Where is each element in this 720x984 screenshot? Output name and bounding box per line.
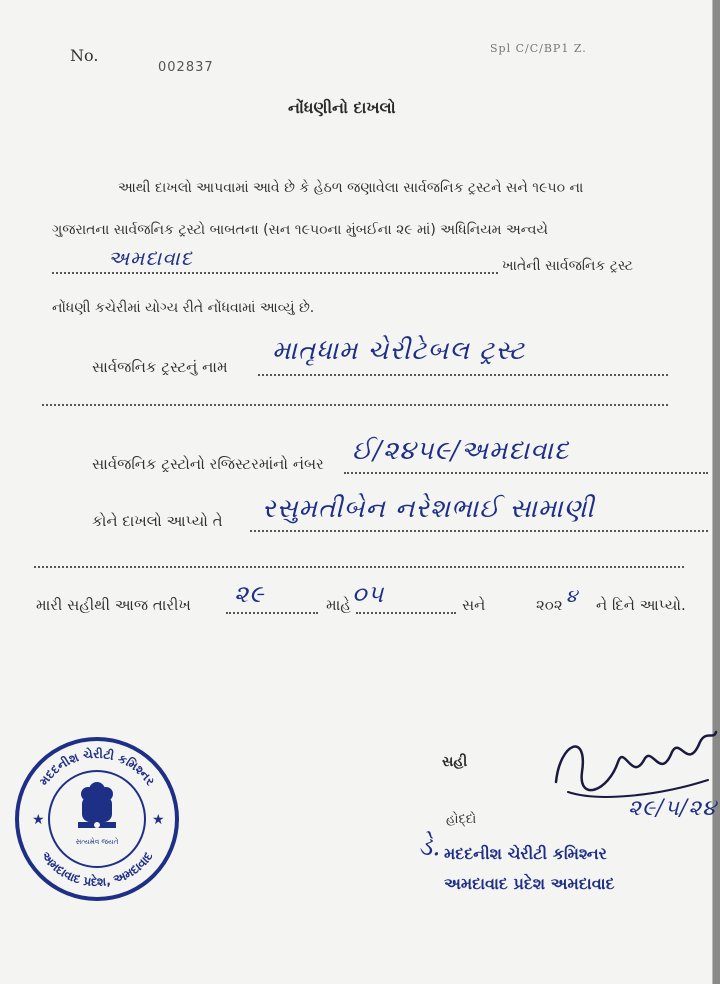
date-month-value: ૦૫ xyxy=(352,580,385,608)
region-stamp: અમદાવાદ પ્રદેશ અમદાવાદ xyxy=(444,874,615,893)
date-day-value: ૨૯ xyxy=(234,580,265,608)
emblem-icon xyxy=(78,782,116,828)
trust-name-dotted-line-2 xyxy=(42,404,668,406)
register-number-label: સાર્વજનિક ટ્રસ્ટોનો રજિસ્ટરમાંનો નંબર xyxy=(92,455,324,473)
paragraph-line-2: ગુજરાતના સાર્વજનિક ટ્રસ્ટો બાબતના (સન ૧૯૫૦ના મુંબઈના ૨૯ માં) અધિનિયમ અન્વયે xyxy=(52,222,548,238)
trust-name-dotted-line xyxy=(258,374,668,376)
form-code: Spl C/C/BP1 Z. xyxy=(490,42,587,55)
svg-text:અમદાવાદ પ્રદેશ, અમદાવાદ xyxy=(38,849,155,889)
date-year-printed: ૨૦૨ xyxy=(536,596,563,614)
date-month-dotted-line xyxy=(356,612,456,614)
seal-text-top: મદદનીશ ચેરીટી કમિશ્નર xyxy=(36,746,158,788)
document-title: નોંધણીનો દાખલો xyxy=(288,98,396,117)
seal-motto: સત્યમેવ જયતે xyxy=(75,838,119,846)
date-day-dotted-line xyxy=(226,612,318,614)
paragraph-line-3: ખાતેની સાર્વજનિક ટ્રસ્ટ xyxy=(502,258,633,274)
issued-to-dotted-line-2 xyxy=(34,566,684,568)
seal-text-bottom: અમદાવાદ પ્રદેશ, અમદાવાદ xyxy=(38,848,156,890)
trust-name-value: માતૃધામ ચેરીટેબલ ટ્રસ્ટ xyxy=(272,336,526,366)
register-dotted-line xyxy=(344,472,708,474)
issued-to-dotted-line xyxy=(250,530,708,532)
register-number-value: ઈ/૨૪૫૯/અમદાવાદ xyxy=(352,436,570,466)
signature-label: સહી xyxy=(442,754,468,770)
city-handwritten: અમદાવાદ xyxy=(108,246,193,270)
designation-stamp: મદદનીશ ચેરીટી કમિશ્નર xyxy=(444,844,607,863)
date-label: મારી સહીથી આજ તારીખ xyxy=(36,596,191,614)
month-label: માહે xyxy=(326,596,351,614)
trust-name-label: સાર્વજનિક ટ્રસ્ટનું નામ xyxy=(92,358,228,376)
signature-date: ૨૯/૫/૨૪ xyxy=(628,796,717,821)
paragraph-line-4: નોંધણી કચેરીમાં યોગ્ય રીતે નોંધવામાં આવ્યું છે. xyxy=(52,300,315,316)
paragraph-line-1: આથી દાખલો આપવામાં આવે છે કે હેઠળ જણાવેલા સાર્વજનિક ટ્રસ્ટને સને ૧૯૫૦ ના xyxy=(118,180,584,196)
designation-label: હોદ્દો xyxy=(446,812,477,827)
city-dotted-line xyxy=(52,272,498,274)
svg-text:★: ★ xyxy=(32,812,45,828)
serial-number: 002837 xyxy=(158,60,214,75)
serial-label: No. xyxy=(70,46,99,65)
issued-to-value: રસુમતીબેન નરેશભાઈ સામાણી xyxy=(262,494,595,524)
issued-to-label: કોને દાખલો આપ્યો તે xyxy=(92,512,223,530)
date-suffix: ને દિને આપ્યો. xyxy=(596,596,686,614)
designation-prefix: ડે. xyxy=(418,832,441,862)
svg-text:★: ★ xyxy=(152,812,165,828)
date-year-handwritten: ૪ xyxy=(566,586,579,607)
official-seal xyxy=(12,734,182,904)
year-label: સને xyxy=(462,596,486,614)
